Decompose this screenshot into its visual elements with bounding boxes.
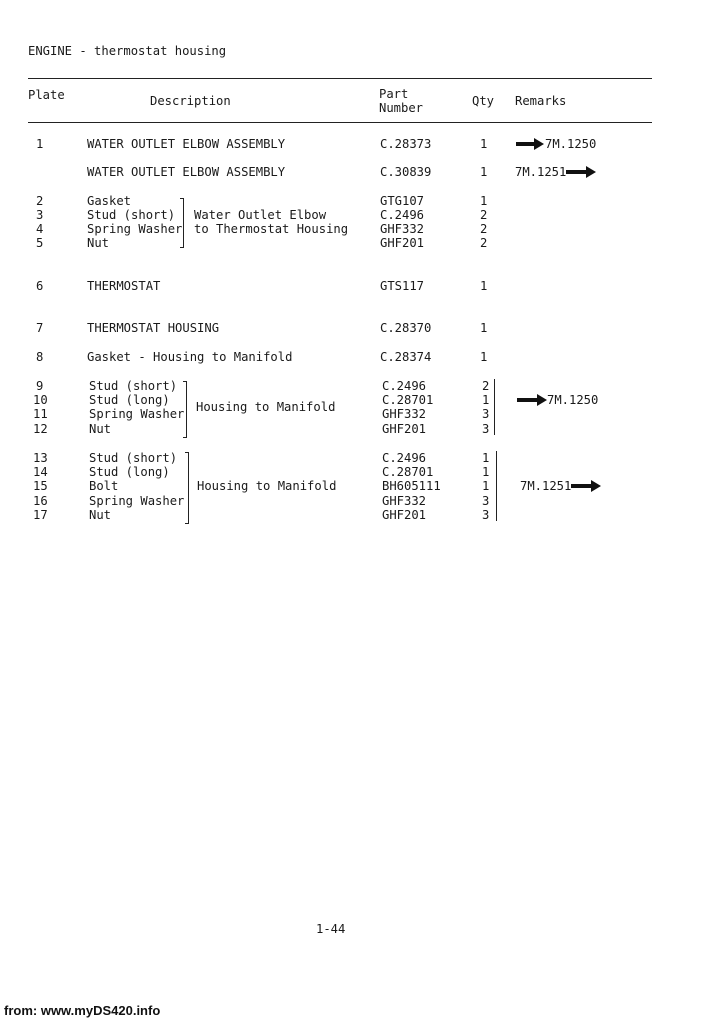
part-number: C.28374 [380, 350, 432, 364]
description: Nut [89, 422, 112, 436]
arrow-right-icon [517, 393, 547, 407]
part-number: BH605111 [382, 479, 441, 493]
group-bracket [180, 198, 184, 248]
header-part-line2: Number [379, 101, 424, 115]
plate-number: 14 [33, 465, 48, 479]
description: WATER OUTLET ELBOW ASSEMBLY [87, 137, 286, 151]
group-note-line1: Water Outlet Elbow [194, 208, 327, 222]
qty: 1 [482, 465, 490, 479]
qty: 1 [480, 194, 488, 208]
plate-number: 15 [33, 479, 48, 493]
header-qty: Qty [472, 94, 495, 108]
part-number: GHF201 [382, 508, 427, 522]
part-number: C.2496 [380, 208, 425, 222]
part-number: C.30839 [380, 165, 432, 179]
description: Stud (long) [89, 465, 170, 479]
header-description: Description [150, 94, 231, 108]
description: Bolt [89, 479, 119, 493]
group-remark: 7M.1250 [547, 393, 599, 407]
description: THERMOSTAT [87, 279, 161, 293]
qty: 1 [480, 137, 488, 151]
group-note: Housing to Manifold [196, 400, 336, 414]
part-number: GHF332 [382, 494, 427, 508]
qty: 2 [480, 222, 488, 236]
plate-number: 10 [33, 393, 48, 407]
arrow-right-icon [571, 479, 601, 493]
part-number: GTS117 [380, 279, 425, 293]
description: Nut [87, 236, 110, 250]
plate-number: 1 [36, 137, 44, 151]
part-number: C.28701 [382, 393, 434, 407]
description: THERMOSTAT HOUSING [87, 321, 220, 335]
plate-number: 16 [33, 494, 48, 508]
part-number: GHF201 [380, 236, 425, 250]
qty: 1 [480, 350, 488, 364]
page-number: 1-44 [316, 922, 346, 936]
qty: 2 [480, 236, 488, 250]
plate-number: 17 [33, 508, 48, 522]
remark: 7M.1251 [515, 165, 567, 179]
arrow-right-icon [516, 137, 544, 151]
qty: 1 [480, 165, 488, 179]
plate-number: 11 [33, 407, 48, 421]
description: Spring Washer [87, 222, 183, 236]
description: Stud (short) [89, 451, 178, 465]
plate-number: 7 [36, 321, 44, 335]
part-number: GHF332 [380, 222, 425, 236]
arrow-right-icon [566, 165, 596, 179]
part-number: C.2496 [382, 451, 427, 465]
plate-number: 3 [36, 208, 44, 222]
description: WATER OUTLET ELBOW ASSEMBLY [87, 165, 286, 179]
qty: 1 [482, 393, 490, 407]
description: Spring Washer [89, 407, 185, 421]
plate-number: 2 [36, 194, 44, 208]
group-bracket [185, 452, 189, 524]
qty: 3 [482, 494, 490, 508]
qty-bracket [496, 451, 497, 521]
part-number: GHF201 [382, 422, 427, 436]
plate-number: 5 [36, 236, 44, 250]
part-number: GHF332 [382, 407, 427, 421]
qty: 1 [482, 451, 490, 465]
remark: 7M.1250 [545, 137, 597, 151]
plate-number: 6 [36, 279, 44, 293]
description: Gasket [87, 194, 132, 208]
qty: 2 [480, 208, 488, 222]
plate-number: 9 [36, 379, 44, 393]
description: Stud (long) [89, 393, 170, 407]
qty: 1 [482, 479, 490, 493]
header-top-rule [28, 78, 652, 79]
plate-number: 13 [33, 451, 48, 465]
qty: 2 [482, 379, 490, 393]
part-number: GTG107 [380, 194, 425, 208]
plate-number: 4 [36, 222, 44, 236]
description: Gasket - Housing to Manifold [87, 350, 293, 364]
qty: 3 [482, 422, 490, 436]
source-footer: from: www.myDS420.info [4, 1003, 161, 1018]
header-bottom-rule [28, 122, 652, 123]
description: Stud (short) [89, 379, 178, 393]
header-part-line1: Part [379, 87, 409, 101]
part-number: C.28701 [382, 465, 434, 479]
group-note: Housing to Manifold [197, 479, 337, 493]
description: Spring Washer [89, 494, 185, 508]
plate-number: 12 [33, 422, 48, 436]
plate-number: 8 [36, 350, 44, 364]
qty: 1 [480, 321, 488, 335]
part-number: C.28370 [380, 321, 432, 335]
qty-bracket [494, 379, 495, 435]
group-remark: 7M.1251 [520, 479, 572, 493]
qty: 1 [480, 279, 488, 293]
qty: 3 [482, 508, 490, 522]
part-number: C.2496 [382, 379, 427, 393]
description: Stud (short) [87, 208, 176, 222]
group-bracket [183, 381, 187, 438]
header-remarks: Remarks [515, 94, 567, 108]
page-title: ENGINE - thermostat housing [28, 44, 227, 58]
header-plate: Plate [28, 88, 65, 102]
qty: 3 [482, 407, 490, 421]
part-number: C.28373 [380, 137, 432, 151]
group-note-line2: to Thermostat Housing [194, 222, 349, 236]
description: Nut [89, 508, 112, 522]
